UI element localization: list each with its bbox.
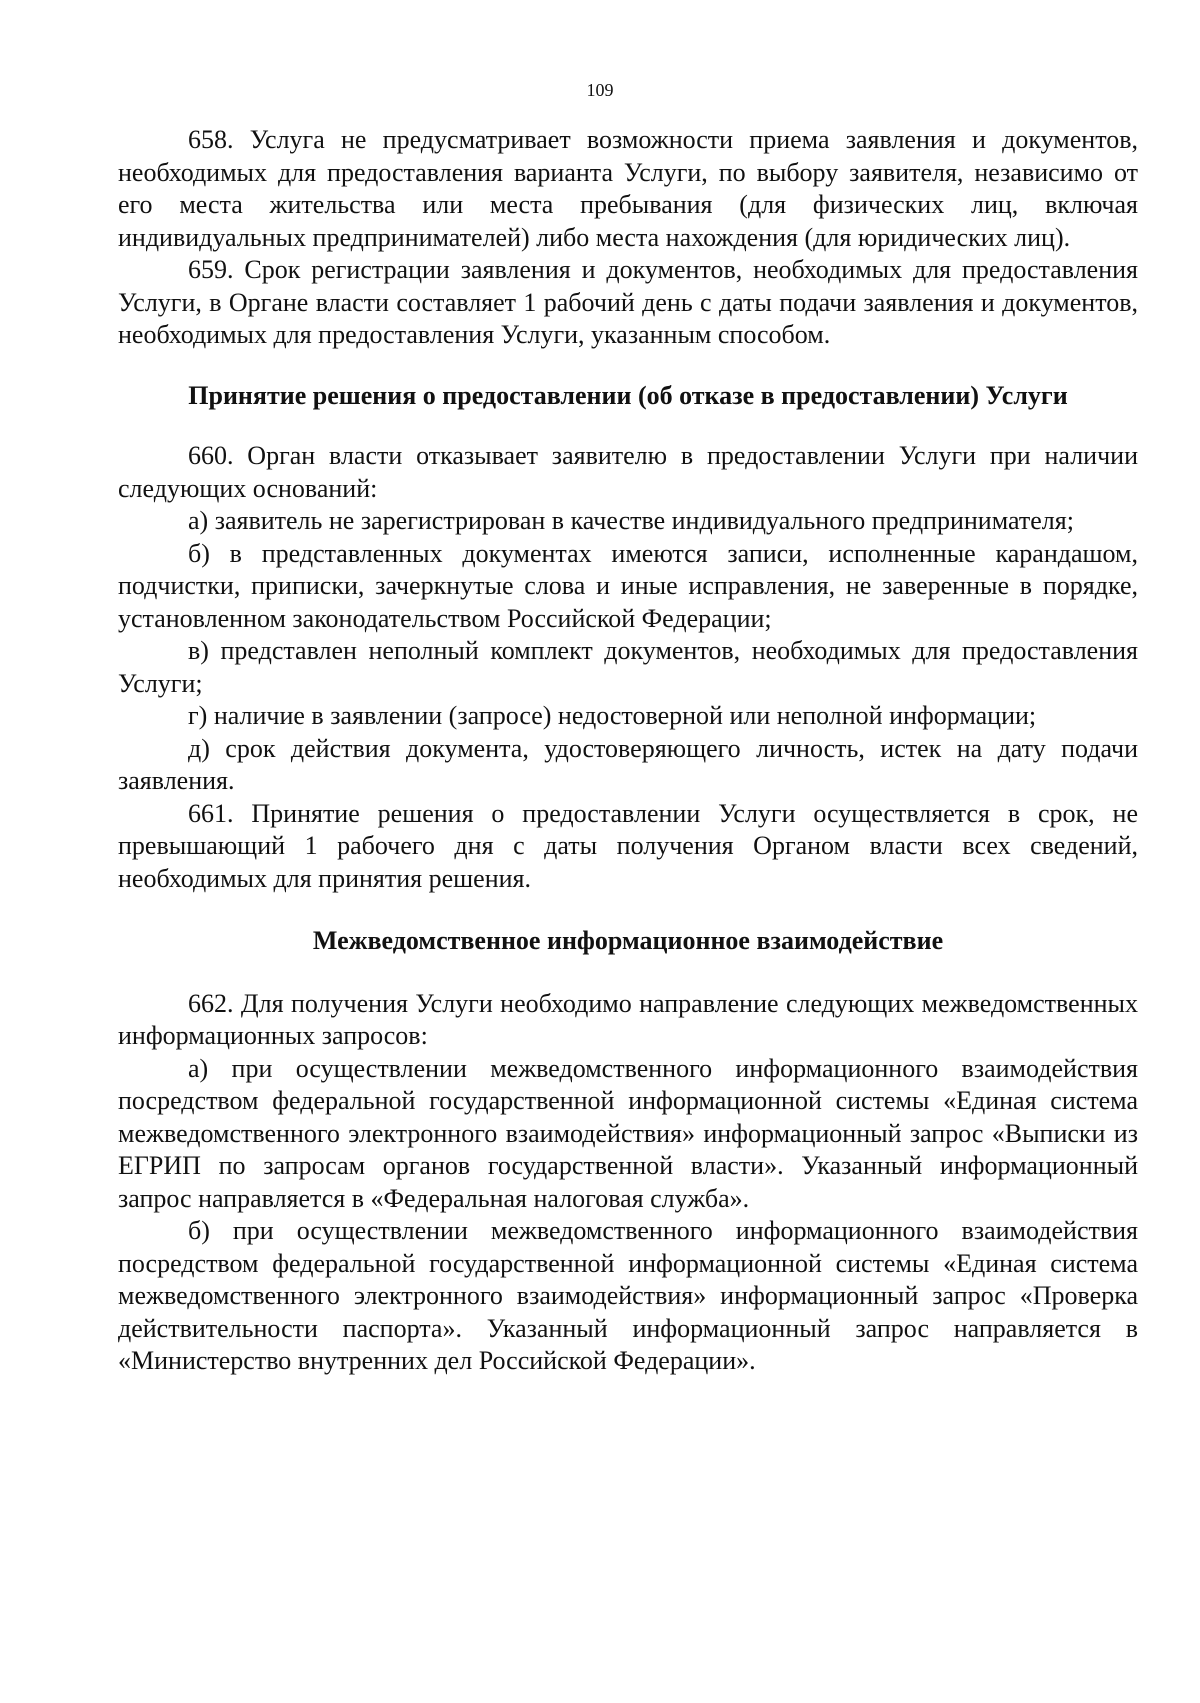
paragraph-660-d: г) наличие в заявлении (запросе) недостоверной или неполной информации; <box>188 701 1037 730</box>
paragraph-660-a: а) заявитель не зарегистрирован в качестве индивидуального предпринимателя; <box>188 506 1074 535</box>
paragraph-660: 660. Орган власти отказывает заявителю в предоставлении Услуги при наличии следующих оснований: <box>118 441 1138 503</box>
document-body <box>118 124 1138 1378</box>
paragraph-662-a: а) при осуществлении межведомственного информационного взаимодействия посредством федеральной государственной информационной системы «Единая система межведомственного электронного взаимодействия» информационный запрос «Выписки из ЕГРИП по запросам органов государственной власти». Указанный информационный запрос направляется в «Федеральная налоговая служба». <box>118 1053 1138 1213</box>
page-number: 109 <box>586 80 614 100</box>
paragraph-660-c: в) представлен неполный комплект документов, необходимых для предоставления Услуги; <box>118 636 1138 698</box>
paragraph-659: 659. Срок регистрации заявления и документов, необходимых для предоставления Услуги, в Органе власти составляет 1 рабочий день с даты подачи заявления и документов, необходимых для предоставления Услуги, указанным способом. <box>118 255 1138 349</box>
paragraph-662: 662. Для получения Услуги необходимо направление следующих межведомственных информационных запросов: <box>118 988 1138 1050</box>
paragraph-662-b: б) при осуществлении межведомственного информационного взаимодействия посредством федеральной государственной информационной системы «Единая система межведомственного электронного взаимодействия» информационный запрос «Проверка действительности паспорта». Указанный информационный запрос направляется в «Министерство внутренних дел Российской Федерации». <box>118 1216 1138 1375</box>
paragraph-658: 658. Услуга не предусматривает возможности приема заявления и документов, необходимых для предоставления варианта Услуги, по выбору заявителя, независимо от его места жительства или места пребывания (для физических лиц, включая индивидуальных предпринимателей) либо места нахождения (для юридических лиц). <box>118 125 1138 252</box>
section-heading-interagency: Межведомственное информационное взаимодействие <box>312 926 944 955</box>
paragraph-661: 661. Принятие решения о предоставлении Услуги осуществляется в срок, не превышающий 1 рабочего дня с даты получения Органом власти всех сведений, необходимых для принятия решения. <box>118 798 1138 893</box>
paragraph-660-e: д) срок действия документа, удостоверяющего личность, истек на дату подачи заявления. <box>118 733 1138 795</box>
paragraph-660-b: б) в представленных документах имеются записи, исполненные карандашом, подчистки, приписки, зачеркнутые слова и иные исправления, не заверенные в порядке, установленном законодательством Российской Федерации; <box>118 538 1138 633</box>
section-heading-decision: Принятие решения о предоставлении (об отказе в предоставлении) Услуги <box>188 380 1068 410</box>
